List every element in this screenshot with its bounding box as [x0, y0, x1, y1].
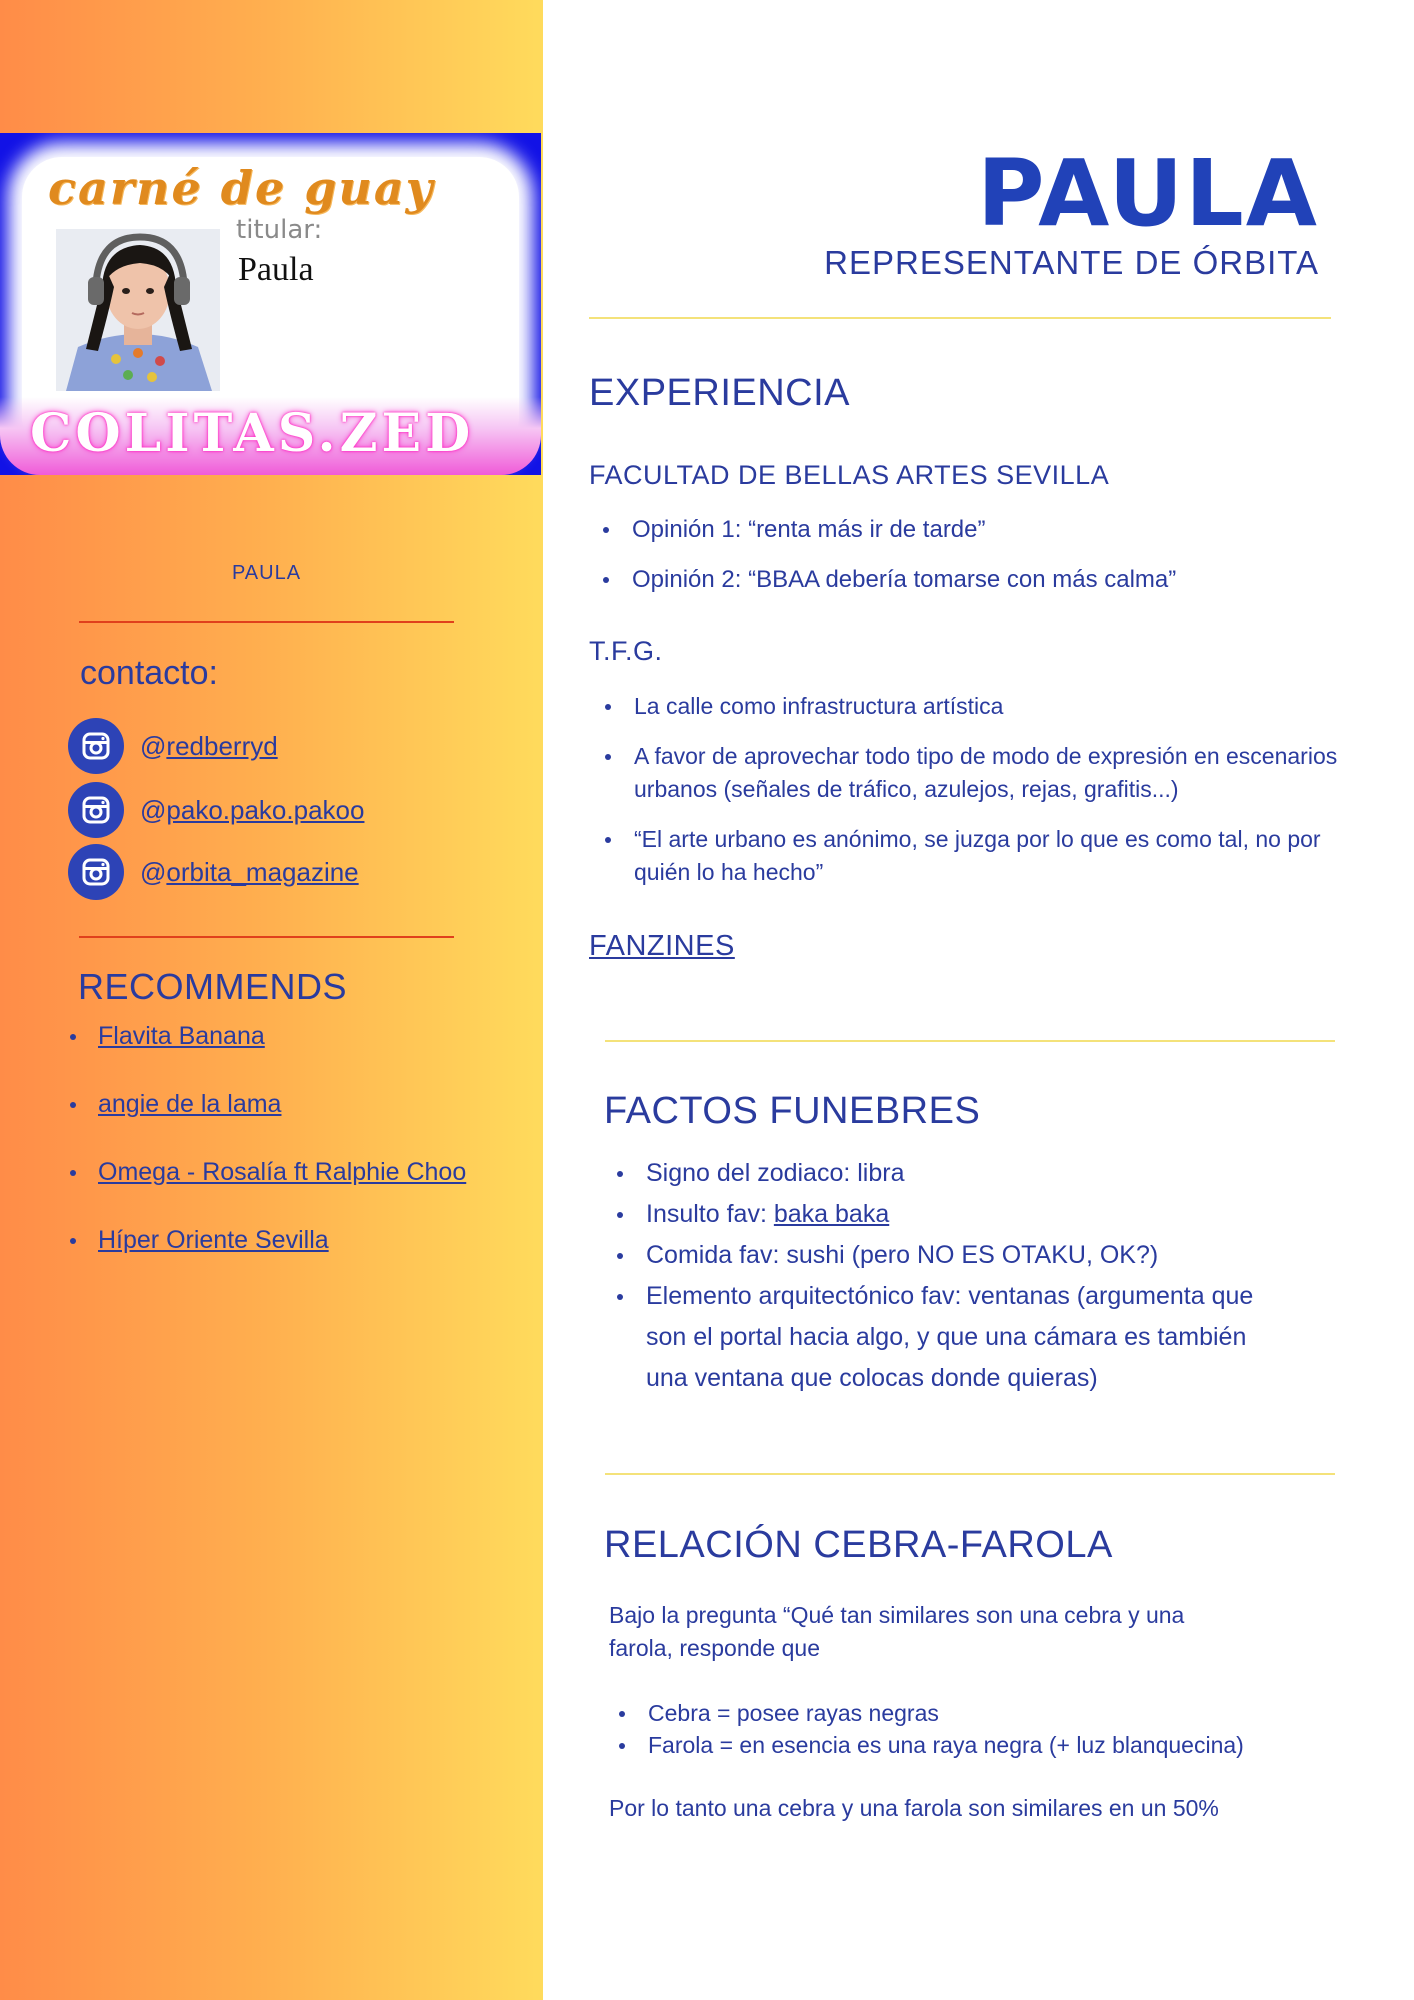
instagram-handle[interactable]: redberryd — [166, 730, 278, 761]
list-item: Cebra = posee rayas negras — [648, 1697, 1348, 1729]
recommend-item[interactable] — [70, 1226, 329, 1255]
recommend-item[interactable] — [70, 1022, 265, 1051]
section-divider — [589, 317, 1331, 319]
instagram-handle[interactable]: pako.pako.pakoo — [166, 794, 365, 825]
factos-heading: FACTOS FUNEBRES — [604, 1090, 981, 1132]
list-item: “El arte urbano es anónimo, se juzga por lo que es como tal, no por quién lo ha hecho” — [634, 823, 1324, 889]
id-card-titular-label: titular: — [236, 215, 323, 245]
contact-link[interactable]: @orbita_magazine — [140, 856, 359, 887]
recommend-item[interactable] — [70, 1090, 281, 1119]
relacion-list — [648, 1697, 1348, 1761]
section-divider — [605, 1473, 1335, 1475]
list-item: Farola = en esencia es una raya negra (+ luz blanquecina) — [648, 1729, 1348, 1761]
tfg-list — [634, 690, 1344, 906]
list-item: Elemento arquitectónico fav: ventanas (argumenta que son el portal hacia algo, y que una cámara es también una ventana que colocas donde quieras) — [646, 1276, 1266, 1399]
relacion-intro: Bajo la pregunta “Qué tan similares son una cebra y una farola, responde que — [609, 1602, 1185, 1661]
insult-link[interactable]: baka baka — [773, 1200, 890, 1228]
list-item: Insulto fav: baka baka — [646, 1194, 1266, 1235]
portrait-illustration — [56, 229, 220, 391]
contact-link[interactable]: @redberryd — [140, 730, 278, 761]
contact-item-instagram-2[interactable] — [68, 782, 364, 838]
sidebar-divider — [79, 936, 454, 938]
fanzines-link[interactable]: FANZINES — [589, 930, 735, 962]
instagram-handle[interactable]: orbita_magazine — [166, 856, 359, 887]
relacion-conclusion: Por lo tanto una cebra y una farola son similares en un 50% — [609, 1795, 1219, 1821]
id-card-bottom-banner — [0, 397, 541, 475]
id-card-brand: carné de guay — [48, 161, 435, 215]
bullet-icon — [70, 1102, 76, 1108]
page-subtitle: REPRESENTANTE DE ÓRBITA — [824, 244, 1319, 281]
recommends-heading: RECOMMENDS — [78, 966, 348, 1007]
list-item: A favor de aprovechar todo tipo de modo de expresión en escenarios urbanos (señales de tráfico, azulejos, rejas, grafitis...) — [634, 740, 1344, 806]
contact-item-instagram-3[interactable] — [68, 844, 359, 900]
id-card-photo — [56, 229, 220, 391]
sidebar-divider — [79, 621, 454, 623]
list-item: Comida fav: sushi (pero NO ES OTAKU, OK?) — [646, 1235, 1266, 1276]
recommend-link[interactable]: Flavita Banana — [98, 1022, 265, 1050]
instagram-icon — [68, 718, 124, 774]
section-divider — [605, 1040, 1335, 1042]
bullet-icon — [70, 1238, 76, 1244]
recommend-link[interactable]: Omega - Rosalía ft Ralphie Choo — [98, 1158, 467, 1186]
id-card-bottom-text: COLITAS.ZED — [30, 403, 475, 464]
tfg-heading: T.F.G. — [589, 636, 663, 666]
contact-item-instagram-1[interactable] — [68, 718, 278, 774]
list-item: La calle como infrastructura artística — [634, 690, 1344, 723]
factos-list — [646, 1153, 1266, 1399]
page-title: PAULA — [977, 140, 1319, 247]
contact-link[interactable]: @pako.pako.pakoo — [140, 794, 365, 825]
instagram-icon — [68, 844, 124, 900]
id-card-holder-name: Paula — [238, 251, 314, 288]
sidebar-name: PAULA — [231, 562, 302, 584]
list-item: Opinión 1: “renta más ir de tarde” — [632, 513, 1332, 547]
facultad-list — [632, 513, 1332, 613]
id-card-image — [0, 133, 541, 475]
relacion-heading: RELACIÓN CEBRA-FAROLA — [604, 1524, 1113, 1566]
contact-heading: contacto: — [80, 654, 218, 692]
recommend-link[interactable]: angie de la lama — [98, 1090, 282, 1118]
instagram-icon — [68, 782, 124, 838]
list-item: Opinión 2: “BBAA debería tomarse con más calma” — [632, 563, 1332, 597]
recommend-link[interactable]: Híper Oriente Sevilla — [98, 1226, 329, 1254]
recommend-item[interactable] — [70, 1158, 466, 1187]
facultad-heading: FACULTAD DE BELLAS ARTES SEVILLA — [589, 460, 1110, 490]
experiencia-heading: EXPERIENCIA — [589, 372, 851, 414]
bullet-icon — [70, 1034, 76, 1040]
sidebar — [0, 0, 543, 2000]
bullet-icon — [70, 1170, 76, 1176]
list-item: Signo del zodiaco: libra — [646, 1153, 1266, 1194]
